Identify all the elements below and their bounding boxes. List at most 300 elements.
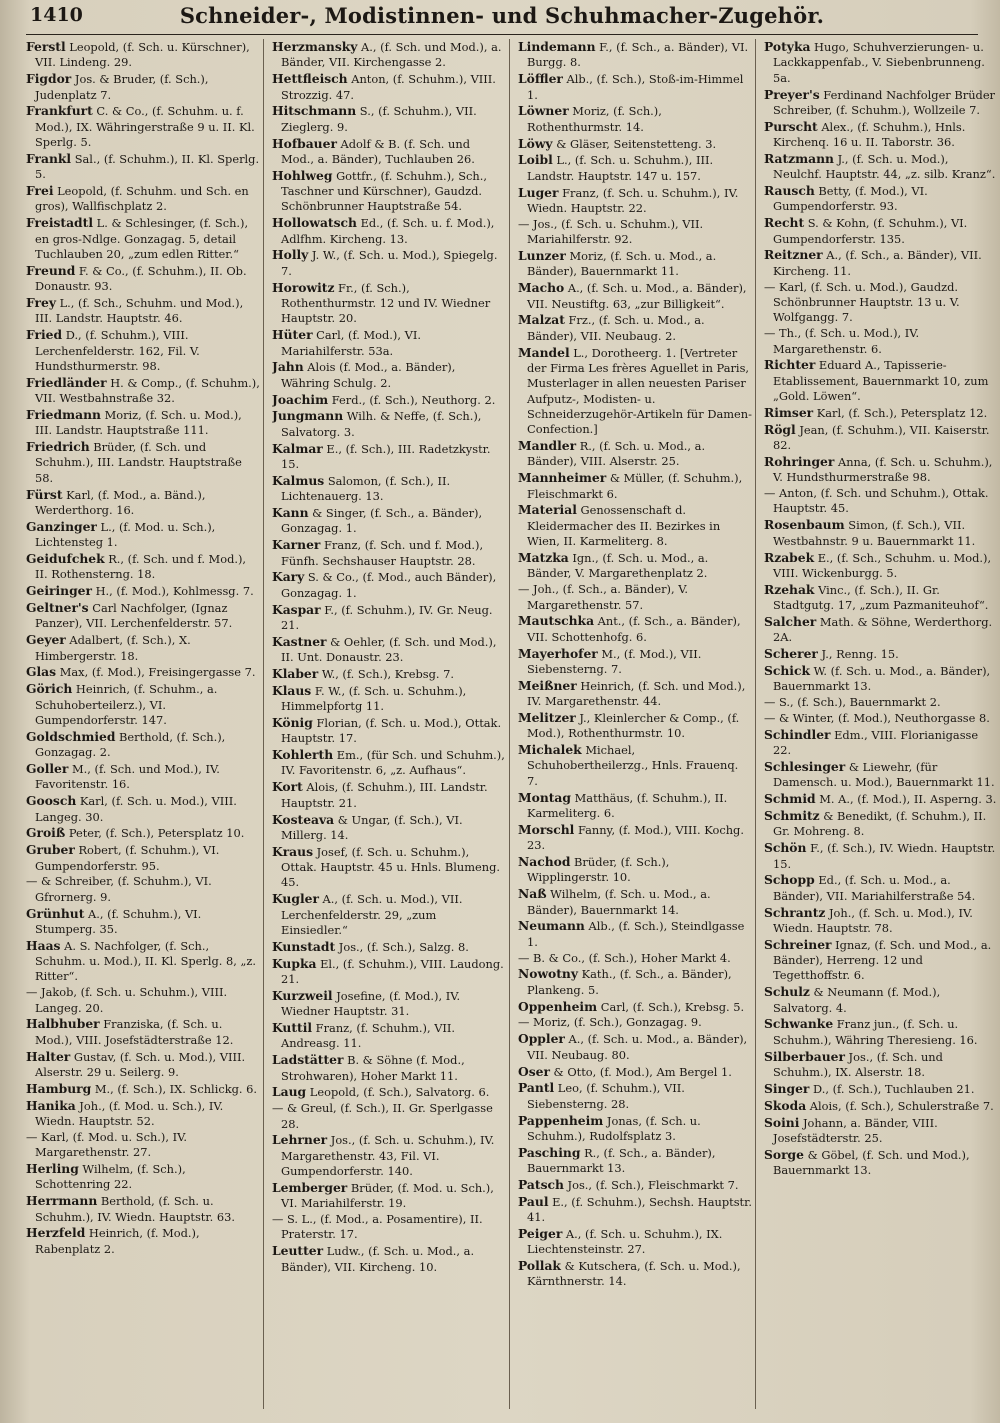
directory-entry <box>764 808 999 840</box>
entry-details: & Neumann (f. Mod.), Salvatorg. 4. <box>773 985 941 1015</box>
directory-entry <box>272 1020 506 1052</box>
entry-name: Kalmus <box>272 472 325 488</box>
entry-details: Math. & Söhne, Werderthorg. 2A. <box>773 614 993 645</box>
entry-details: & Kutschera, (f. Sch. u. Mod.), Kärnthnerstr. 14. <box>527 1259 741 1289</box>
entry-name: Meißner <box>518 677 577 693</box>
entry-details: E., (f. Schuhm.), Sechsh. Hauptstr. 41. <box>527 1194 752 1225</box>
entry-name: Kort <box>272 779 303 795</box>
entry-details: Alois, (f. Schuhm.), III. Landstr. Hauptstr. 21. <box>281 780 488 810</box>
entry-details: E., (f. Sch., Schuhm. u. Mod.), VIII. Wickenburgg. 5. <box>773 550 992 580</box>
entry-details: M., (f. Sch.), IX. Schlickg. 6. <box>91 1081 258 1096</box>
directory-entry <box>518 470 752 502</box>
entry-details: Jos., (f. Sch.), Salzg. 8. <box>335 939 469 954</box>
entry-name: Silberbauer <box>764 1048 845 1064</box>
entry-details: A., (f. Sch. u. Mod.), VII. Lerchenfelderstr. 29, „zum Einsiedler.“ <box>281 892 463 937</box>
entry-name: Kary <box>272 569 305 585</box>
directory-entry <box>272 812 506 844</box>
directory-entry <box>764 454 999 486</box>
entry-details: F. W., (f. Sch. u. Schuhm.), Himmelpfortg 11. <box>281 683 467 714</box>
entry-name: Horowitz <box>272 279 335 295</box>
directory-entry <box>764 1049 999 1081</box>
entry-name: Freistadtl <box>26 215 94 231</box>
directory-entry <box>272 359 506 391</box>
entry-name: Klaus <box>272 682 312 698</box>
directory-entry <box>764 39 999 86</box>
entry-details: Josefine, (f. Mod.), IV. Wiedner Hauptstr. 31. <box>281 988 461 1019</box>
directory-entry <box>26 1098 260 1130</box>
entry-details: Simon, (f. Sch.), VII. Westbahnstr. 9 u. Bauernmarkt 11. <box>773 518 976 548</box>
entry-details: & Ungar, (f. Sch.), VI. Millerg. 14. <box>281 812 463 842</box>
entry-details: & Oehler, (f. Sch. und Mod.), II. Unt. Donaustr. 23. <box>281 634 497 665</box>
directory-entry <box>764 1081 999 1097</box>
entry-name: Soini <box>764 1114 800 1130</box>
entry-details: Max, (f. Mod.), Freisingergasse 7. <box>56 665 256 680</box>
entry-details: Ed., (f. Sch. u. Mod., a. Bänder), VII. Mariahilferstraße 54. <box>773 873 976 903</box>
entry-details: L., Dorotheerg. 1. [Vertreter der Firma Les frères Aguellet in Paris, Musterlager in allen neuesten Pariser Aufputz-, Modisten- u. Schneiderzugehör-Artikeln für Damen-Confection.] <box>527 345 752 437</box>
entry-name: Rzabek <box>764 549 815 565</box>
directory-entry <box>764 646 999 662</box>
entry-details: Jos., (f. Sch. u. Schuhm.), IV. Margarethenstr. 43, Fil. VI. Gumpendorferstr. 140. <box>281 1133 495 1179</box>
entry-name: Rzehak <box>764 581 815 597</box>
entry-name: Oppler <box>518 1031 565 1047</box>
entry-name: Luger <box>518 184 559 200</box>
entry-details: Heinrich, (f. Sch. und Mod.), IV. Margarethenstr. 44. <box>527 678 746 709</box>
directory-entry <box>272 136 506 168</box>
directory-entry <box>518 999 752 1015</box>
entry-details: J., (f. Sch. u. Mod.), Neulchf. Hauptstr. 44, „z. silb. Kranz“. <box>773 151 996 182</box>
entry-name: Frankl <box>26 150 72 166</box>
directory-entry <box>518 152 752 184</box>
directory-entry <box>764 1098 999 1114</box>
entry-details: E., (f. Sch.), III. Radetzkystr. 15. <box>281 441 491 471</box>
entry-details: Franz, (f. Sch. u. Schuhm.), IV. Wiedn. Hauptstr. 22. <box>527 185 739 215</box>
entry-name: Hüter <box>272 327 313 343</box>
entry-name: Karner <box>272 537 321 553</box>
entry-name: Pasching <box>518 1144 581 1160</box>
directory-entry <box>518 312 752 344</box>
entry-name: Ganzinger <box>26 518 97 534</box>
directory-entry <box>764 119 999 151</box>
directory-entry <box>26 519 260 551</box>
entry-details: A., (f. Sch. u. Mod., a. Bänder), VII. Neubaug. 80. <box>527 1032 748 1062</box>
directory-entry <box>272 103 506 135</box>
directory-entry <box>518 438 752 470</box>
entry-name: Schopp <box>764 872 815 888</box>
directory-entry <box>272 844 506 891</box>
entry-name: Mandler <box>518 438 577 454</box>
entry-details: Brüder, (f. Mod. u. Sch.), VI. Mariahilferstr. 19. <box>281 1180 494 1211</box>
entry-details: Leo, (f. Schuhm.), VII. Siebensterng. 28. <box>527 1081 685 1111</box>
entry-name: Joachim <box>272 391 329 407</box>
entry-name: Scherer <box>764 646 818 662</box>
entry-name: Löwner <box>518 103 569 119</box>
entry-details: & Singer, (f. Sch., a. Bänder), Gonzagag. 1. <box>281 505 483 536</box>
entry-details: Wilhelm, (f. Sch.), Schottenring 22. <box>35 1162 186 1192</box>
entry-name: Fried <box>26 327 63 343</box>
entry-details: A., (f. Sch. und Mod.), a. Bänder, VII. Kirchengasse 2. <box>281 40 502 70</box>
entry-name: Schmid <box>764 791 816 807</box>
entry-name: Malzat <box>518 312 565 328</box>
entry-details: Jean, (f. Schuhm.), VII. Kaiserstr. 82. <box>773 422 990 453</box>
entry-details: S. & Kohn, (f. Schuhm.), VI. Gumpendorferstr. 135. <box>773 216 968 246</box>
entry-details: J., Renng. 15. <box>817 647 899 662</box>
entry-details: — Karl, (f. Sch. u. Mod.), Gaudzd. Schönbrunner Hauptstr. 13 u. V. Wolfgangg. 7. <box>764 279 960 325</box>
entry-details: & Benedikt, (f. Schuhm.), II. Gr. Mohreng. 8. <box>773 809 987 839</box>
entry-name: Naß <box>518 886 547 902</box>
directory-entry <box>764 614 999 646</box>
entry-name: Mautschka <box>518 613 595 629</box>
directory-entry <box>764 663 999 695</box>
page-number: 1410 <box>30 4 83 26</box>
directory-entry <box>272 168 506 215</box>
entry-details: Genossenschaft d. Kleidermacher des II. Bezirkes in Wien, II. Karmeliterg. 8. <box>527 503 721 549</box>
entry-name: Fürst <box>26 486 63 502</box>
directory-column-4 <box>764 39 1000 1409</box>
entry-details: Betty, (f. Mod.), VI. Gumpendorferstr. 93. <box>773 184 928 214</box>
entry-details: Joh., (f. Mod. u. Sch.), IV. Wiedn. Hauptstr. 52. <box>35 1098 224 1129</box>
directory-entry <box>26 151 260 183</box>
entry-name: Goldschmied <box>26 728 116 744</box>
entry-name: Oser <box>518 1063 550 1079</box>
directory-entry <box>26 1016 260 1048</box>
entry-name: Glas <box>26 664 57 680</box>
entry-details: — & Greul, (f. Sch.), II. Gr. Sperlgasse 28. <box>272 1101 493 1131</box>
entry-details: Moriz, (f. Sch. u. Mod., a. Bänder), Bauernmarkt 11. <box>527 248 717 279</box>
entry-details: Franz jun., (f. Sch. u. Schuhm.), Währing Theresieng. 16. <box>773 1017 978 1047</box>
directory-entry <box>518 103 752 135</box>
entry-details: & Otto, (f. Mod.), Am Bergel 1. <box>549 1064 732 1079</box>
directory-entry <box>26 1161 260 1193</box>
entry-name: Kunstadt <box>272 938 336 954</box>
directory-entry <box>26 103 260 150</box>
entry-name: Kraus <box>272 843 313 859</box>
entry-name: Skoda <box>764 1097 807 1113</box>
directory-entry <box>272 1084 506 1100</box>
entry-name: Ladstätter <box>272 1052 344 1068</box>
directory-entry <box>518 1015 752 1030</box>
entry-name: Rögl <box>764 421 796 437</box>
entry-name: Reitzner <box>764 247 823 263</box>
entry-details: F. & Co., (f. Schuhm.), II. Ob. Donaustr. 93. <box>35 263 247 294</box>
directory-entry <box>518 646 752 678</box>
directory-entry <box>272 1052 506 1084</box>
directory-entry <box>518 280 752 312</box>
entry-details: S. & Co., (f. Mod., auch Bänder), Gonzagag. 1. <box>281 570 497 600</box>
entry-details: El., (f. Schuhm.), VIII. Laudong. 21. <box>281 956 504 986</box>
entry-details: Gottfr., (f. Schuhm.), Sch., Taschner und Kürschner), Gaudzd. Schönbrunner Hauptstraße 54. <box>281 168 488 214</box>
entry-name: Hamburg <box>26 1080 92 1096</box>
entry-details: & Gläser, Seitenstetteng. 3. <box>552 136 717 151</box>
entry-name: Melitzer <box>518 709 576 725</box>
entry-details: — Jakob, (f. Sch. u. Schuhm.), VIII. Langeg. 20. <box>26 985 228 1015</box>
entry-name: Laug <box>272 1084 307 1100</box>
entry-name: Geiringer <box>26 583 92 599</box>
page-header <box>26 0 978 35</box>
entry-details: F., (f. Sch., a. Bänder), VI. Burgg. 8. <box>527 40 749 70</box>
entry-name: Schindler <box>764 726 831 742</box>
directory-entry <box>518 217 752 248</box>
entry-name: Geltner's <box>26 600 89 616</box>
entry-name: Groiß <box>26 825 66 841</box>
entry-details: Alex., (f. Schuhm.), Hnls. Kirchenq. 16 u. II. Taborstr. 36. <box>773 119 966 150</box>
directory-entry <box>26 600 260 632</box>
directory-entry <box>26 215 260 262</box>
entry-name: Preyer's <box>764 86 820 102</box>
directory-entry <box>272 505 506 537</box>
entry-details: Karl, (f. Mod., a. Bänd.), Werderthorg. 16. <box>35 487 206 517</box>
entry-name: Mayerhofer <box>518 645 598 661</box>
entry-details: Alb., (f. Sch.), Steindlgasse 1. <box>527 919 745 949</box>
entry-name: Goller <box>26 760 69 776</box>
directory-entry <box>764 550 999 582</box>
directory-entry <box>26 183 260 215</box>
entry-details: Eduard A., Tapisserie-Etablissement, Bauernmarkt 10, zum „Gold. Löwen“. <box>773 358 989 404</box>
entry-name: Kann <box>272 504 309 520</box>
entry-name: Frei <box>26 183 54 199</box>
entry-name: Purscht <box>764 118 818 134</box>
directory-entry <box>518 1177 752 1193</box>
entry-details: — & Winter, (f. Mod.), Neuthorgasse 8. <box>764 710 990 725</box>
entry-name: Hohlweg <box>272 167 333 183</box>
entry-name: Kuttil <box>272 1019 313 1035</box>
entry-name: Oppenheim <box>518 998 598 1014</box>
directory-entry <box>518 886 752 918</box>
directory-entry <box>26 1130 260 1161</box>
directory-entry <box>764 872 999 904</box>
directory-entry <box>26 263 260 295</box>
directory-entry <box>26 1049 260 1081</box>
directory-entry <box>26 1193 260 1225</box>
directory-entry <box>272 537 506 569</box>
entry-name: Frankfurt <box>26 103 93 119</box>
entry-details: Alois, (f. Sch.), Schulerstraße 7. <box>806 1098 994 1113</box>
entry-name: Rausch <box>764 183 815 199</box>
directory-entry <box>518 951 752 966</box>
directory-entry <box>764 1016 999 1048</box>
entry-name: Herzmansky <box>272 39 358 54</box>
directory-entry <box>26 327 260 374</box>
entry-details: — Th., (f. Sch. u. Mod.), IV. Margarethenstr. 6. <box>764 326 920 356</box>
entry-name: Sorge <box>764 1146 804 1162</box>
directory-entry <box>518 790 752 822</box>
entry-details: L. & Schlesinger, (f. Sch.), en gros-Ndlge. Gonzagag. 5, detail Tuchlauben 20, „zum edlen Ritter.“ <box>35 216 249 261</box>
entry-details: S., (f. Schuhm.), VII. Zieglerg. 9. <box>281 104 477 134</box>
entry-details: A., (f. Schuhm.), VI. Stumperg. 35. <box>35 906 202 936</box>
entry-details: Moriz, (f. Sch. u. Mod.), III. Landstr. Hauptstraße 111. <box>35 407 242 438</box>
entry-name: Mannheimer <box>518 470 607 486</box>
entry-details: — & Schreiber, (f. Schuhm.), VI. Gfrornerg. 9. <box>26 874 212 904</box>
directory-entry <box>26 1225 260 1257</box>
entry-name: Hettfleisch <box>272 71 348 87</box>
directory-entry <box>272 1180 506 1212</box>
directory-entry <box>764 791 999 807</box>
entry-details: Josef, (f. Sch. u. Schuhm.), Ottak. Hauptstr. 45 u. Hnls. Blumeng. 45. <box>281 844 501 890</box>
directory-entry <box>26 551 260 583</box>
entry-name: Morschl <box>518 821 575 837</box>
entry-details: D., (f. Schuhm.), VIII. Lerchenfelderstr. 162, Fil. V. Hundsthurmerstr. 98. <box>35 328 200 373</box>
entry-name: Michalek <box>518 742 582 758</box>
entry-details: Anton, (f. Schuhm.), VIII. Strozzig. 47. <box>281 72 496 102</box>
entry-name: Richter <box>764 357 816 373</box>
entry-details: Kath., (f. Sch., a. Bänder), Plankeng. 5. <box>527 967 732 997</box>
directory-entry <box>26 71 260 103</box>
entry-name: Friedrich <box>26 439 90 455</box>
directory-entry <box>764 711 999 726</box>
entry-name: Material <box>518 502 577 518</box>
entry-name: Ratzmann <box>764 150 834 166</box>
entry-details: M., (f. Sch. und Mod.), IV. Favoritenstr. 16. <box>35 761 220 792</box>
entry-details: Heinrich, (f. Mod.), Rabenplatz 2. <box>35 1226 200 1256</box>
entry-name: Figdor <box>26 71 72 87</box>
directory-entry <box>518 136 752 152</box>
directory-entry <box>764 905 999 937</box>
entry-name: Schulz <box>764 984 810 1000</box>
entry-details: R., (f. Sch., a. Bänder), Bauernmarkt 13. <box>527 1145 716 1176</box>
entry-details: Florian, (f. Sch. u. Mod.), Ottak. Hauptstr. 17. <box>281 715 502 746</box>
entry-details: Jonas, (f. Sch. u. Schuhm.), Rudolfsplatz 3. <box>527 1113 701 1143</box>
entry-details: F., (f. Schuhm.), IV. Gr. Neug. 21. <box>281 602 493 632</box>
directory-entry <box>518 1194 752 1226</box>
directory-entry <box>272 327 506 359</box>
directory-entry <box>272 71 506 103</box>
directory-entry <box>764 422 999 454</box>
directory-entry <box>272 779 506 811</box>
entry-name: Halter <box>26 1048 71 1064</box>
entry-name: Hanika <box>26 1097 76 1113</box>
entry-details: & Göbel, (f. Sch. und Mod.), Bauernmarkt 13. <box>773 1147 970 1178</box>
entry-details: Berthold, (f. Sch.), Gonzagag. 2. <box>35 729 226 760</box>
directory-entry <box>26 793 260 825</box>
directory-entry <box>26 39 260 71</box>
directory-entry <box>272 1212 506 1243</box>
entry-details: Leopold, (f. Schuhm. und Sch. en gros), Wallfischplatz 2. <box>35 184 249 214</box>
entry-details: Brüder, (f. Sch. und Schuhm.), III. Landstr. Hauptstraße 58. <box>35 440 242 485</box>
entry-name: Recht <box>764 215 805 231</box>
entry-details: Jos. & Bruder, (f. Sch.), Judenplatz 7. <box>35 72 209 102</box>
directory-entry <box>518 854 752 886</box>
entry-details: L., (f. Mod. u. Sch.), Lichtensteg 1. <box>35 519 216 550</box>
entry-details: — Karl, (f. Mod. u. Sch.), IV. Margarethenstr. 27. <box>26 1129 187 1160</box>
directory-entry <box>518 1080 752 1112</box>
directory-entry <box>26 375 260 407</box>
entry-name: Herzfeld <box>26 1225 86 1241</box>
entry-details: H. & Comp., (f. Schuhm.), VII. Westbahnstraße 32. <box>35 375 260 406</box>
directory-entry <box>272 392 506 408</box>
entry-name: Rosenbaum <box>764 517 845 533</box>
directory-entry <box>764 1115 999 1147</box>
entry-details: W., (f. Sch.), Krebsg. 7. <box>318 666 454 681</box>
entry-details: F., (f. Sch.), IV. Wiedn. Hauptstr. 15. <box>773 841 996 871</box>
directory-entry <box>518 1226 752 1258</box>
directory-entry <box>764 695 999 710</box>
entry-details: Moriz, (f. Sch.), Rothenthurmstr. 14. <box>527 104 662 134</box>
entry-name: Pollak <box>518 1258 561 1274</box>
entry-details: Gustav, (f. Sch. u. Mod.), VIII. Alserstr. 29 u. Seilerg. 9. <box>35 1049 246 1079</box>
entry-details: Carl, (f. Mod.), VI. Mariahilferstr. 53a. <box>281 328 421 358</box>
entry-details: Ferd., (f. Sch.), Neuthorg. 2. <box>328 392 496 407</box>
directory-entry <box>272 1101 506 1132</box>
entry-details: M. A., (f. Mod.), II. Asperng. 3. <box>815 792 997 807</box>
entry-details: Alois (f. Mod., a. Bänder), Währing Schulg. 2. <box>281 360 456 390</box>
directory-entry <box>764 357 999 404</box>
directory-entry <box>272 891 506 938</box>
directory-entry <box>764 405 999 421</box>
entry-details: Jos., (f. Sch.), Fleischmarkt 7. <box>563 1177 739 1192</box>
directory-entry <box>518 1145 752 1177</box>
entry-name: Loibl <box>518 152 553 168</box>
directory-entry <box>26 729 260 761</box>
directory-entry <box>272 634 506 666</box>
entry-name: Lehrner <box>272 1132 328 1148</box>
entry-name: Jungmann <box>272 408 344 424</box>
entry-name: Kupka <box>272 955 317 971</box>
entry-name: Peiger <box>518 1225 563 1241</box>
entry-details: Berthold, (f. Sch. u. Schuhm.), IV. Wiedn. Hauptstr. 63. <box>35 1194 235 1224</box>
entry-name: Kugler <box>272 891 319 907</box>
directory-entry <box>518 502 752 549</box>
entry-details: B. & Söhne (f. Mod., Strohwaren), Hoher Markt 11. <box>281 1053 465 1083</box>
entry-details: W. (f. Sch. u. Mod., a. Bänder), Bauernmarkt 13. <box>773 663 991 694</box>
entry-details: Ed., (f. Sch. u. f. Mod.), Adlfhm. Kircheng. 13. <box>281 216 495 246</box>
directory-entry <box>26 938 260 985</box>
directory-entry <box>764 326 999 357</box>
directory-entry <box>272 683 506 715</box>
entry-details: Peter, (f. Sch.), Petersplatz 10. <box>65 826 245 841</box>
directory-entry <box>272 939 506 955</box>
directory-entry <box>272 569 506 601</box>
entry-name: Hitschmann <box>272 103 357 119</box>
entry-name: Kastner <box>272 633 327 649</box>
entry-details: Karl, (f. Sch.), Petersplatz 12. <box>813 405 988 420</box>
entry-name: Rohringer <box>764 453 835 469</box>
entry-details: Adalbert, (f. Sch.), X. Himbergerstr. 18. <box>35 633 191 663</box>
entry-name: Schrantz <box>764 904 826 920</box>
directory-column-3 <box>518 39 756 1409</box>
directory-column-2 <box>272 39 510 1409</box>
entry-name: Görich <box>26 681 73 697</box>
directory-entry <box>518 918 752 950</box>
directory-entry <box>518 1258 752 1290</box>
directory-entry <box>26 681 260 728</box>
entry-name: Pappenheim <box>518 1112 604 1128</box>
entry-name: Lindemann <box>518 39 596 54</box>
directory-entry <box>26 874 260 905</box>
entry-name: Montag <box>518 789 572 805</box>
entry-name: Löwy <box>518 135 553 151</box>
entry-details: Hugo, Schuhverzierungen- u. Lackkappenfab., V. Siebenbrunneng. 5a. <box>773 40 985 85</box>
directory-entry <box>764 937 999 984</box>
directory-entry <box>518 39 752 71</box>
entry-details: — Joh., (f. Sch., a. Bänder), V. Margarethenstr. 57. <box>518 582 689 612</box>
entry-name: Geidufchek <box>26 551 105 566</box>
entry-name: Grünhut <box>26 905 85 921</box>
directory-entry <box>26 439 260 486</box>
directory-entry <box>26 825 260 841</box>
entry-details: Ferdinand Nachfolger Brüder Schreiber, (f. Schuhm.), Wollzeile 7. <box>773 87 996 117</box>
directory-entry <box>764 517 999 549</box>
entry-details: A., (f. Sch., a. Bänder), VII. Kircheng. 11. <box>773 248 982 278</box>
directory-entry <box>272 280 506 327</box>
entry-details: Vinc., (f. Sch.), II. Gr. Stadtgutg. 17, „zum Pazmaniteuhof“. <box>773 582 989 613</box>
directory-entry <box>764 727 999 759</box>
entry-name: Schlesinger <box>764 758 846 774</box>
directory-entry <box>764 840 999 872</box>
entry-details: M., (f. Mod.), VII. Siebensterng. 7. <box>527 646 702 676</box>
entry-details: Franziska, (f. Sch. u. Mod.), VIII. Josefstädterstraße 12. <box>35 1017 234 1047</box>
directory-entry <box>764 247 999 279</box>
entry-name: Kaspar <box>272 601 321 617</box>
entry-name: Kohlerth <box>272 747 334 763</box>
